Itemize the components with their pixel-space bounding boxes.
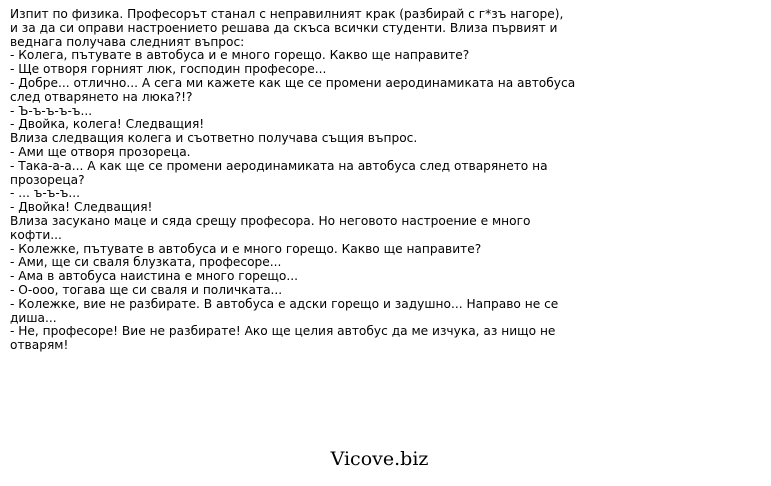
joke-line: - О-ооо, тогава ще си сваля и поличката...	[10, 282, 283, 297]
joke-line: - Ами ще отворя прозореца.	[10, 144, 191, 159]
joke-text	[10, 7, 576, 353]
joke-line: - Ще отворя горният люк, господин професоре...	[10, 62, 327, 77]
joke-line: Влиза следващия колега и съответно получава същия въпрос.	[10, 131, 418, 146]
joke-line: - Така-а-а... А как ще се промени аеродинамиката на автобуса след отварянето на	[10, 158, 548, 173]
site-watermark: Vicove.biz	[330, 448, 429, 470]
joke-line: веднага получава следният въпрос:	[10, 34, 245, 49]
joke-line: - Ъ-ъ-ъ-ъ-ъ...	[10, 103, 93, 118]
joke-line: и за да си оправи настроението решава да скъса всички студенти. Влиза първият и	[10, 20, 558, 35]
joke-line: - Ама в автобуса наистина е много горещо...	[10, 269, 298, 284]
joke-line: - ... ъ-ъ-ъ...	[10, 186, 81, 201]
joke-line: прозореца?	[10, 172, 85, 187]
joke-line: - Двойка, колега! Следващия!	[10, 117, 205, 132]
joke-line: Влиза засукано маце и сяда срещу професора. Но неговото настроение е много	[10, 213, 531, 228]
joke-line: отварям!	[10, 338, 69, 353]
joke-line: - Добре... отлично... А сега ми кажете как ще се промени аеродинамиката на автобуса	[10, 75, 576, 90]
joke-line: - Не, професоре! Вие не разбирате! Ако ще целия автобус да ме изчука, аз нищо не	[10, 324, 556, 339]
joke-line: - Колежке, вие не разбирате. В автобуса е адски горещо и задушно... Направо не се	[10, 296, 559, 311]
joke-line: - Колежке, пътувате в автобуса и е много горещо. Какво ще направите?	[10, 241, 482, 256]
joke-line: - Ами, ще си сваля блузката, професоре...	[10, 255, 282, 270]
joke-line: диша...	[10, 310, 57, 325]
joke-line: - Колега, пътувате в автобуса и е много горещо. Какво ще направите?	[10, 48, 470, 63]
joke-line: Изпит по физика. Професорът станал с неправилният крак (разбирай с г*зъ нагоре),	[10, 7, 564, 21]
joke-line: след отварянето на люка?!?	[10, 89, 193, 104]
joke-line: кофти...	[10, 227, 62, 242]
joke-line: - Двойка! Следващия!	[10, 200, 153, 215]
